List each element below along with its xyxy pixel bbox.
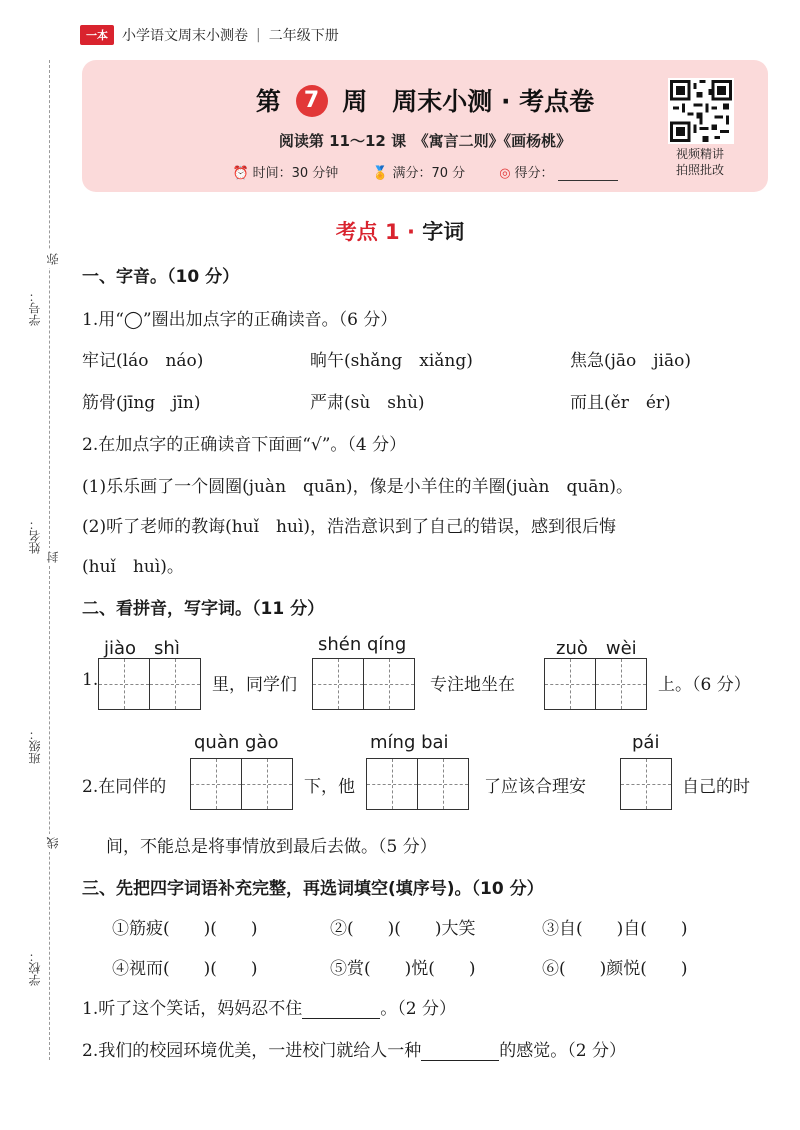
answer-grid-shenqing[interactable]	[312, 658, 413, 710]
clock-icon: ⏰	[232, 166, 249, 181]
q3-sentence2-score: 的感觉。（2 分）	[499, 1041, 626, 1061]
student-name-label: 姓名：	[28, 518, 42, 554]
q1-sentence1[interactable]: (1)乐乐画了一个圆圈(juàn quān)，像是小羊住的羊圈(juàn quān)。	[82, 477, 634, 497]
q1-sentence2[interactable]: (2)听了老师的教诲(huǐ huì)，浩浩意识到了自己的错误，感到很后悔	[82, 517, 617, 537]
q2-line1-text1: 里，同学们	[212, 675, 297, 695]
q3-sentence1-text: 1.听了这个笑话，妈妈忍不住	[82, 999, 303, 1019]
qr-code-icon[interactable]	[668, 78, 734, 144]
pinyin-pai: pái	[632, 732, 660, 753]
section-prefix: 考点 1 ·	[335, 220, 415, 244]
idiom-3[interactable]: ③自( )自( )	[542, 919, 688, 939]
grade-label: 二年级下册	[268, 28, 339, 44]
q2-line1-text2: 专注地坐在	[430, 675, 515, 695]
target-icon: ◎	[499, 166, 511, 181]
q1-row2-item1[interactable]: 筋骨(jīng jīn)	[82, 393, 201, 413]
cut-mark-mi: 弥	[44, 250, 61, 268]
pinyin-mingbai: míng bai	[370, 732, 449, 753]
school-label: 学校：	[28, 950, 42, 986]
lesson-subtitle: 阅读第 11～12 课 《寓言二则》《画杨桃》	[278, 132, 572, 150]
q2-line2-text4: 自己的时	[682, 777, 750, 797]
series-name: 小学语文周末小测卷	[122, 28, 248, 44]
q1-row1-item2[interactable]: 晌午(shǎng xiǎng)	[310, 351, 473, 371]
q2-line2-cont: 间，不能总是将事情放到最后去做。（5 分）	[106, 837, 437, 857]
idiom-2[interactable]: ②( )( )大笑	[330, 919, 476, 939]
cut-mark-xian: 线	[44, 834, 61, 852]
q3-title: 三、先把四字词语补充完整，再选词填空(填序号)。（10 分）	[82, 879, 544, 899]
q2-line2-text3: 了应该合理安	[484, 777, 586, 797]
answer-grid-jiaoshi[interactable]	[98, 658, 199, 710]
tianzi-cell[interactable]	[98, 658, 150, 710]
q3-sentence1-score: 。（2 分）	[380, 999, 456, 1019]
q3-sentence2-text: 2.我们的校园环境优美，一进校门就给人一种	[82, 1041, 422, 1061]
score-blank[interactable]	[558, 167, 618, 181]
q2-line1-num: 1.	[82, 670, 99, 690]
q1-title: 一、字音。（10 分）	[82, 267, 240, 287]
qr-caption-line-2: 拍照批改	[675, 163, 724, 177]
q3-sentence2	[82, 1036, 626, 1061]
q1-row1-item1[interactable]: 牢记(láo náo)	[82, 351, 204, 371]
pinyin-zuowei: zuò wèi	[556, 638, 637, 659]
tianzi-cell[interactable]	[363, 658, 415, 710]
answer-grid-pai[interactable]	[620, 758, 671, 810]
idiom-6[interactable]: ⑥( )颜悦( )	[542, 959, 688, 979]
student-id-label: 学号：	[28, 290, 42, 326]
result-info	[499, 162, 617, 181]
answer-grid-zuowei[interactable]	[544, 658, 645, 710]
section-title	[0, 216, 800, 246]
q1-row2-item2[interactable]: 严肃(sù shù)	[310, 393, 425, 413]
week-number-badge: 7	[296, 85, 328, 117]
tianzi-cell[interactable]	[544, 658, 596, 710]
time-text: 时间：30 分钟	[252, 166, 339, 181]
qr-caption-line-1: 视频精讲	[675, 147, 724, 161]
q2-title: 二、看拼音，写字词。（11 分）	[82, 599, 325, 619]
section-name: 字词	[422, 220, 465, 244]
quiz-title	[82, 82, 768, 118]
header-banner	[82, 60, 768, 192]
brand-logo: 一本	[80, 25, 114, 45]
q1-row2-item3[interactable]: 而且(ěr ér)	[570, 393, 671, 413]
cut-mark-feng: 封	[44, 548, 61, 566]
tianzi-cell[interactable]	[417, 758, 469, 810]
idiom-5[interactable]: ⑤赏( )悦( )	[330, 959, 476, 979]
class-label: 班级：	[28, 728, 42, 764]
top-bar	[80, 24, 339, 46]
q2-line1-text3: 上。（6 分）	[658, 675, 751, 695]
q2-line2-text2: 下，他	[304, 777, 355, 797]
full-score-text: 满分：70 分	[392, 166, 466, 181]
q2-line2-text1: 2.在同伴的	[82, 777, 167, 797]
q3-sentence2-blank[interactable]	[421, 1044, 499, 1061]
divider: |	[256, 27, 261, 43]
score-text: 得分：	[514, 166, 554, 181]
q1-sentence2-cont[interactable]: (huǐ huì)。	[82, 557, 184, 577]
q1-row1-item3[interactable]: 焦急(jāo jiāo)	[570, 351, 691, 371]
q1-part2-title: 2.在加点字的正确读音下面画“√”。（4 分）	[82, 435, 407, 455]
medal-icon: 🏅	[372, 166, 389, 181]
time-info	[232, 162, 338, 181]
answer-grid-mingbai[interactable]	[366, 758, 467, 810]
idiom-4[interactable]: ④视而( )( )	[112, 959, 258, 979]
q3-sentence1	[82, 994, 456, 1019]
tianzi-cell[interactable]	[190, 758, 242, 810]
title-pre: 第	[255, 87, 281, 116]
qr-caption	[658, 146, 742, 178]
score-info	[372, 162, 465, 181]
tianzi-cell[interactable]	[620, 758, 672, 810]
q1-part1-title: 1.用“◯”圈出加点字的正确读音。（6 分）	[82, 310, 398, 330]
idiom-1[interactable]: ①筋疲( )( )	[112, 919, 258, 939]
title-post: 周 周末小测 · 考点卷	[342, 87, 595, 116]
pinyin-jiaoshi: jiào shì	[104, 638, 180, 659]
tianzi-cell[interactable]	[595, 658, 647, 710]
tianzi-cell[interactable]	[149, 658, 201, 710]
tianzi-cell[interactable]	[312, 658, 364, 710]
answer-grid-quangao[interactable]	[190, 758, 291, 810]
tianzi-cell[interactable]	[366, 758, 418, 810]
pinyin-shenqing: shén qíng	[318, 634, 407, 655]
pinyin-quangao: quàn gào	[194, 732, 279, 753]
tianzi-cell[interactable]	[241, 758, 293, 810]
q3-sentence1-blank[interactable]	[302, 1002, 380, 1019]
